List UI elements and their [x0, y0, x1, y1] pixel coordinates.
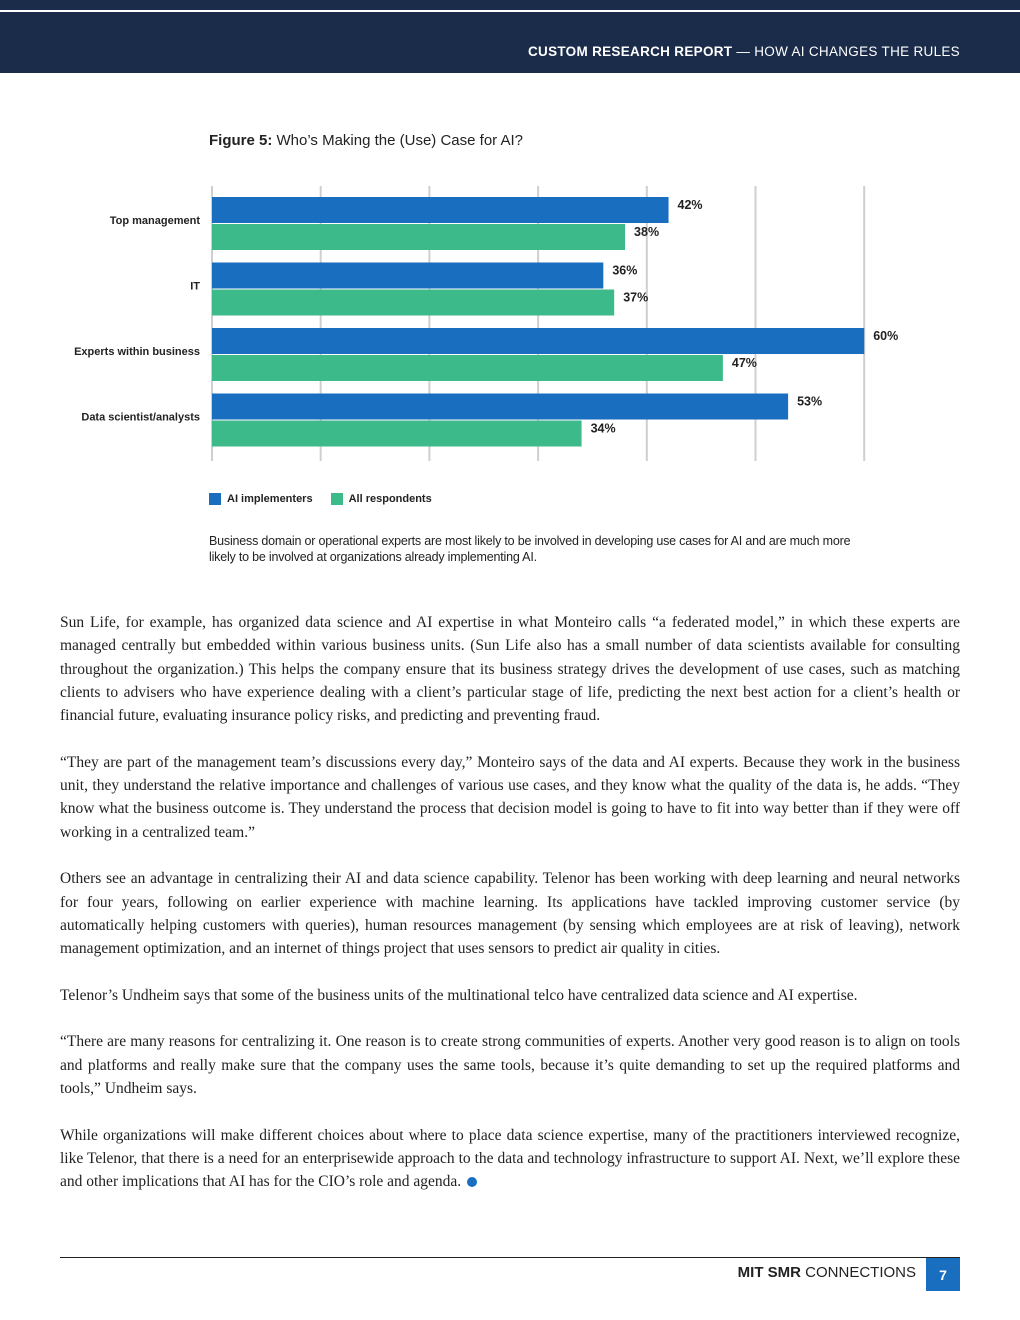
- data-label: 60%: [873, 329, 899, 343]
- category-label: Data scientist/analysts: [81, 411, 200, 424]
- header-band: [0, 0, 1020, 73]
- data-label: 36%: [612, 263, 638, 278]
- bar: [212, 355, 723, 381]
- paragraph: Sun Life, for example, has organized data science and AI expertise in what Monteiro calls “a federated model,” in which these experts are managed centrally but embedded within various business units. (Sun Life also has a small number of data scientists available for consulting throughout the organization.) This helps the company ensure that its business strategy drives the development of use cases, such as matching clients to advisers who have experience dealing with a client’s particular stage of life, predicting the next best action for a client’s health or financial future, evaluating insurance policy risks, and predicting and preventing fraud.: [60, 614, 960, 725]
- paragraph: “They are part of the management team’s discussions every day,” Monteiro says of the data and AI experts. Because they work in the business unit, they understand the relative importance and challenges of various use cases, and they know what the quality of the data is, he adds. “They know what the business outcome is. They understand the process that decision model is going to have to fit into way better than if they were off working in a centralized team.”: [60, 753, 960, 841]
- bar: [212, 328, 864, 354]
- paragraph-last: [60, 1124, 960, 1194]
- category-label: IT: [190, 280, 200, 293]
- bar: [212, 394, 788, 420]
- footer-rule: [60, 1257, 960, 1258]
- data-label: 53%: [797, 394, 823, 409]
- report-subtitle: HOW AI CHANGES THE RULES: [754, 44, 960, 59]
- figure-title-text: Who’s Making the (Use) Case for AI?: [276, 132, 524, 149]
- page-number: 7: [926, 1258, 960, 1291]
- running-header: [528, 44, 960, 59]
- paragraph: Telenor’s Undheim says that some of the business units of the multinational telco have centralized data science and AI expertise.: [60, 986, 858, 1004]
- footer-section: CONNECTIONS: [805, 1264, 916, 1281]
- data-label: 38%: [634, 225, 660, 239]
- footer-label: [738, 1264, 916, 1281]
- footer-brand: MIT SMR: [737, 1264, 801, 1281]
- header-separator: —: [732, 44, 755, 59]
- bar: [212, 421, 582, 447]
- legend-swatch-ai-implementers: [209, 493, 221, 505]
- bar: [212, 290, 614, 316]
- report-label: CUSTOM RESEARCH REPORT: [527, 44, 733, 59]
- bar-chart: [0, 170, 1020, 470]
- bar: [212, 197, 669, 223]
- data-label: 42%: [677, 198, 703, 212]
- end-mark-icon: [467, 1177, 477, 1187]
- article-body: [60, 611, 960, 1217]
- figure-title: [209, 132, 523, 149]
- legend-label: AI implementers: [227, 493, 313, 505]
- legend-item-all-respondents: [331, 493, 432, 505]
- header-rule: [0, 10, 1020, 12]
- bar: [212, 263, 603, 289]
- legend-swatch-all-respondents: [331, 493, 343, 505]
- figure-caption: Business domain or operational experts are most likely to be involved in developing use cases for AI and are much more likely to be involved at organizations already implementing AI.: [209, 534, 851, 564]
- paragraph: Others see an advantage in centralizing their AI and data science capability. Telenor has been working with deep learning and neural networks for four years, following on earlier experience with machine learning. Its applications have tackled improving customer service (by automatically helping customers with queries), human resources management (by sensing which employees are at risk of leaving), network management optimization, and an internet of things project that uses sensors to predict air quality in cities.: [60, 870, 960, 958]
- paragraph-text: While organizations will make different choices about where to place data science expertise, many of the practitioners interviewed recognize, like Telenor, that there is a need for an enterprisewide approach to the data and technology infrastructure to support AI. Next, we’ll explore these and other implications that AI has for the CIO’s role and agenda.: [60, 1126, 960, 1191]
- category-label: Experts within business: [74, 346, 200, 358]
- data-label: 34%: [590, 421, 616, 436]
- legend-label: All respondents: [348, 493, 432, 505]
- data-label: 37%: [623, 290, 649, 305]
- bar: [212, 224, 625, 250]
- paragraph: “There are many reasons for centralizing it. One reason is to create strong communities of experts. Another very good reason is to align on tools and platforms and really make sure that the company uses the same tools, because it’s quite demanding to set up the required platforms and tools,” Undheim says.: [60, 1033, 960, 1097]
- category-label: Top management: [109, 215, 200, 227]
- data-label: 47%: [731, 356, 757, 370]
- legend-item-ai-implementers: [209, 493, 313, 505]
- chart-legend: [209, 493, 432, 505]
- figure-label: Figure 5:: [209, 132, 273, 149]
